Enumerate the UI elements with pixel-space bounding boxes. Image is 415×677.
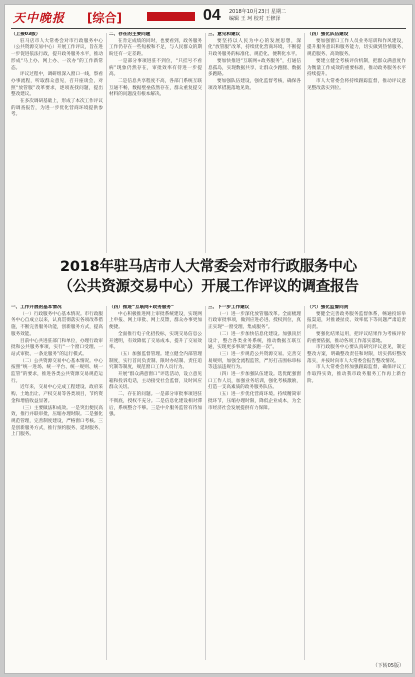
column-subhead: 二、存在的主要问题 [109,32,151,37]
issue-date: 2018年10月23日 星期二 [229,9,287,15]
paragraph: （三）进一步规范公共资源交易。完善交易规则，加强全流程监管，严厉打击围标串标等违法违规行为。 [208,351,301,371]
paragraph: （一）进一步深化放管服改革。全面梳理行政审批事项，做到应进必进、授权到位，真正实现“一窗受理、集成服务”。 [208,311,301,331]
newspaper-logo: 天中晚报 [13,11,66,25]
section-name: [综合] [87,11,122,25]
top-column-3 [208,32,301,254]
bottom-column-2 [109,305,202,661]
editor-line: 编辑 王 珂 校对 王修泽 [229,16,281,22]
paragraph: 要加快推进“互联网+政务服务”，打通信息孤岛，实现数据共享，让群众少跑腿、数据多跑路。 [208,58,301,78]
column-subhead: 三、下一步工作建议 [208,305,250,310]
paragraph: 要健全完善政务服务监督体系，畅通投诉举报渠道，对推诿扯皮、效率低下等问题严肃追责问责。 [307,311,406,331]
paragraph: 要坚持以人民为中心的发展思想，深化“放管服”改革，持续优化营商环境，不断提升政务服务的标准化、规范化、便利化水平。 [208,38,301,58]
paragraph: （五）加强监督管理。建立健全内部管理制度，实行首问负责制、限时办结制、责任追究制等制度，规范窗口工作人员行为。 [109,351,202,371]
paragraph: （五）进一步优化营商环境。持续精简审批环节，压缩办理时限，降低企业成本，为全市经济社会发展提供有力保障。 [208,392,301,411]
headline-line-1: 2018年驻马店市人大常委会对市行政服务中心 [60,259,357,275]
column-subhead: 三、意见和建议 [208,32,241,37]
paragraph: 要建立健全考核评价机制，把群众满意度作为衡量工作成效的重要标准，推动政务服务水平持续提升。 [307,58,406,78]
paragraph: 目前中心共进驻部门和单位，办理行政审批和公共服务事项，实行“一个窗口受理、一站式审批、一条龙服务”的运行模式。 [11,338,103,357]
paragraph: （二）公共资源交易中心基本情况。中心按照“统一进场、统一平台、统一规则、统一监管”的要求，推进各类公共资源交易规范运行。 [11,358,103,384]
paragraph: 市行政服务中心要认真研究评议意见，制定整改方案，明确整改责任和时限，切实抓好整改落实，并按时向市人大常委会报告整改情况。 [307,345,406,364]
paragraph: 开展“群众满意窗口”评选活动，设立意见箱和投诉电话，主动接受社会监督，及时回应群众关切。 [109,372,202,391]
page-number: 04 [203,7,221,24]
column-divider [106,306,107,660]
bottom-column-4 [307,305,406,655]
paragraph: 市人大常委会将加强跟踪监督，确保评议工作取得实效，推动我市政务服务工作再上新台阶。 [307,365,406,384]
top-column-1 [11,32,103,254]
paragraph: （二）进一步加快信息化建设。加强顶层设计，整合各类业务系统，推动数据互联互通，实现更多事项“最多跑一次”。 [208,331,301,351]
masthead-rule [11,28,406,29]
headline-line-2: （公共资源交易中心）开展工作评议的调查报告 [58,279,359,295]
column-divider [205,33,206,253]
bottom-column-1 [11,305,103,661]
top-column-2 [109,32,202,254]
paragraph: （四）进一步加强队伍建设。选优配强窗口工作人员，加强业务培训，强化考核激励，打造一支高素质的政务服务队伍。 [208,372,301,391]
column-subhead: （四）强化队伍建设 [307,32,349,37]
column-divider [304,306,305,660]
paragraph: 二是信息共享程度不高，各部门系统互联互通不畅，数据壁垒依然存在，群众重复提交材料的问题没有根本解决。 [109,78,202,98]
column-subhead: （四）推进“互联网+政务服务” [109,305,175,310]
column-divider [205,306,206,660]
paragraph: 要强化结果运用，把评议结果作为考核评价的重要依据，推动各项工作落实落地。 [307,331,406,344]
paragraph: （三）主要做法和成效。一是突出便民高效，推行并联审批，压缩办理时限。二是强化规范管理，完善制度建设，严格窗口考核。三是创新服务方式，推行预约服务、延时服务、上门服务。 [11,405,103,438]
newspaper-page [4,4,413,674]
top-column-4 [307,32,406,254]
section-bar [147,12,195,21]
paragraph: 中心积极推进网上审批系统建设，实现网上申报、网上审批、网上反馈，群众办事更加便捷。 [109,311,202,331]
paragraph: 一是部分事项进驻不到位，“只挂号不看病”现象仍然存在，审批效率有待进一步提高。 [109,58,202,78]
column-subhead: （上接03版） [11,32,41,37]
column-subhead: 一、工作开展的基本情况 [11,305,62,310]
paragraph: 在多次调研基础上，形成了本次工作评议的调查报告，为进一步优化营商环境提供参考。 [11,99,103,118]
paragraph: 二、存在的问题。一是部分审批事项进驻不彻底，授权不充分。二是信息化建设相对滞后，系统整合不够。三是中介服务监管有待加强。 [109,392,202,418]
column-divider [304,33,305,253]
bottom-column-3 [208,305,301,661]
paragraph: 在肯定成绩的同时，也要看到，政务服务工作仍存在一些短板和不足，与人民群众的期盼还有一定差距。 [109,38,202,58]
column-subhead: （六）强化监督问责 [307,305,349,310]
paragraph: 要加强队伍建设，强化监督考核，确保各项改革措施落地见效。 [208,78,301,91]
paragraph: 全面推行电子化招投标，实现交易信息公开透明，有效降低了交易成本，提升了交易效率。 [109,331,202,351]
paragraph: 要加强窗口工作人员业务培训和作风建设，提升服务意识和服务能力，切实做到热情服务、规范服务、高效服务。 [307,38,406,58]
continued-note: （下转05版） [372,663,404,669]
paragraph: 驻马店市人大常委会对市行政服务中心（公共资源交易中心）开展工作评议，旨在进一步促进依法行政，提升政务服务水平，推动形成“马上办、网上办、一次办”的工作新常态。 [11,38,103,71]
paragraph: 近年来，交易中心完成工程建设、政府采购、土地出让、产权交易等各类项目，节约资金和增值收益显著。 [11,385,103,404]
masthead [5,5,412,29]
paragraph: 市人大常委会将持续跟踪监督，推动评议意见整改落实到位。 [307,78,406,91]
paragraph: （一）行政服务中心基本情况。市行政服务中心自成立以来，认真贯彻落实各项改革措施，不断完善服务功能，创新服务方式，提高服务效能。 [11,311,103,337]
article-headline [13,257,404,297]
paragraph: 评议过程中，调研组深入窗口一线，察看办事流程，听取群众意见，召开座谈会，对照“放管服”改革要求，逐项查找问题，提出整改建议。 [11,72,103,98]
column-divider [106,33,107,253]
